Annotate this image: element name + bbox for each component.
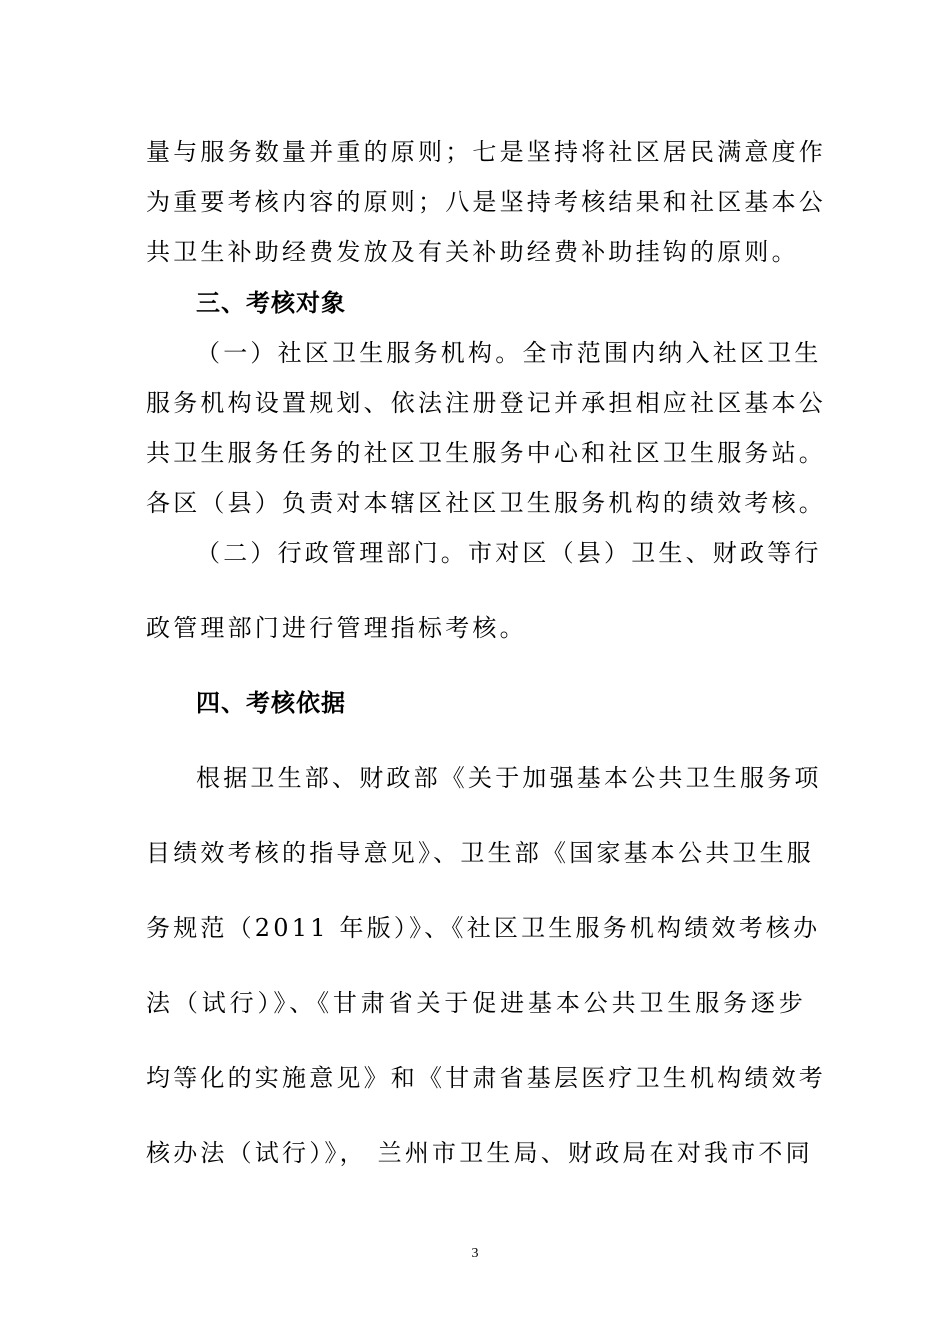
paragraph-line: 各区（县）负责对本辖区社区卫生服务机构的绩效考核。 (146, 489, 826, 517)
paragraph-line: （二）行政管理部门。市对区（县）卫生、财政等行 (196, 539, 822, 567)
page-number: 3 (471, 1246, 479, 1261)
section-heading-3: 三、考核对象 (196, 289, 346, 317)
paragraph-line: 政管理部门进行管理指标考核。 (146, 614, 527, 642)
paragraph-line: 服务机构设置规划、依法注册登记并承担相应社区基本公 (146, 389, 826, 417)
paragraph-line: 共卫生服务任务的社区卫生服务中心和社区卫生服务站。 (146, 439, 826, 467)
paragraph-line: 核办法（试行）》， 兰州市卫生局、财政局在对我市不同 (146, 1139, 813, 1167)
section-heading-4: 四、考核依据 (196, 689, 346, 717)
paragraph-line: 务规范（2011 年版）》、《社区卫生服务机构绩效考核办 (146, 914, 821, 942)
paragraph-line: 目绩效考核的指导意见》、卫生部《国家基本公共卫生服 (146, 839, 814, 867)
paragraph-line: 均等化的实施意见》和《甘肃省基层医疗卫生机构绩效考 (146, 1064, 826, 1092)
paragraph-line: 共卫生补助经费发放及有关补助经费补助挂钩的原则。 (146, 238, 799, 266)
paragraph-line: 根据卫生部、财政部《关于加强基本公共卫生服务项 (196, 764, 822, 792)
paragraph-line: 量与服务数量并重的原则；七是坚持将社区居民满意度作 (146, 138, 826, 166)
paragraph-line: 为重要考核内容的原则；八是坚持考核结果和社区基本公 (146, 188, 826, 216)
paragraph-line: （一）社区卫生服务机构。全市范围内纳入社区卫生 (196, 339, 822, 367)
paragraph-line: 法（试行）》、《甘肃省关于促进基本公共卫生服务逐步 (146, 989, 806, 1017)
